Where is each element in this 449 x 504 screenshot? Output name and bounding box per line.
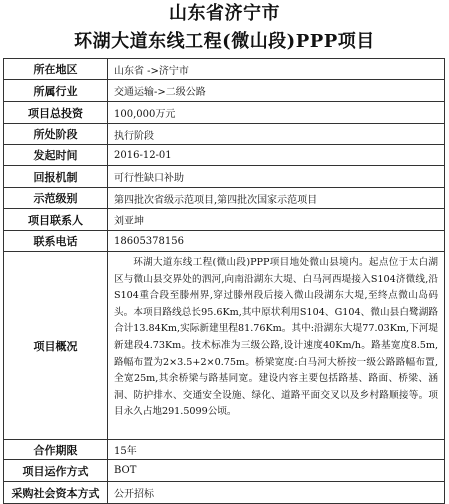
row-value-return-mechanism: 可行性缺口补助 (108, 166, 445, 188)
table-row (4, 145, 445, 166)
row-label: 发起时间 (4, 145, 108, 166)
row-label: 所属行业 (4, 80, 108, 102)
row-label: 项目运作方式 (4, 460, 108, 482)
row-value-term: 15年 (108, 440, 445, 460)
row-value-industry: 交通运输->二级公路 (108, 80, 445, 102)
table-row (4, 59, 445, 80)
row-label: 项目总投资 (4, 102, 108, 124)
table-row (4, 124, 445, 145)
table-row (4, 209, 445, 231)
row-label: 项目概况 (4, 252, 108, 440)
row-label: 所处阶段 (4, 124, 108, 145)
table-row (4, 188, 445, 209)
row-value-procurement: 公开招标 (108, 482, 445, 504)
table-row (4, 166, 445, 188)
row-label: 联系电话 (4, 231, 108, 252)
row-value-contact: 刘亚坤 (108, 209, 445, 231)
table-row (4, 460, 445, 482)
row-value-demo-level: 第四批次省级示范项目,第四批次国家示范项目 (108, 188, 445, 209)
table-row (4, 231, 445, 252)
page-title-project: 环湖大道东线工程(微山段)PPP项目 (74, 31, 375, 52)
row-value-overview: 环湖大道东线工程(微山段)PPP项目地处微山县境内。起点位于太白湖区与微山县交界处的泗河,向南沿湖东大堤、白马河西堤接入S104济微线,沿S104重合段至滕州界,穿过滕州段后接入微山段湖东大堤,至终点微山岛码头。本项目路线总长95.6Km,其中原状利用S104、G104、微山县白鹭湖路合计13.84Km,实际新建里程81.76Km。其中:沿湖东大堤77.03Km,下河堤新建段4.73Km。技术标准为三级公路,设计速度40Km/h。路基宽度8.5m,路幅布置为2×3.5+2×0.75m。桥梁宽度:白马河大桥按一级公路路幅布置,全宽25m,其余桥梁与路基同宽。建设内容主要包括路基、路面、桥梁、涵洞、防护排水、交通安全设施、绿化、道路平面交叉以及乡村路顺接等。项目永久占地291.5099公顷。 (108, 252, 445, 440)
table-row (4, 482, 445, 504)
table-row (4, 102, 445, 124)
row-label: 示范级别 (4, 188, 108, 209)
row-value-investment: 100,000万元 (108, 102, 445, 124)
row-value-stage: 执行阶段 (108, 124, 445, 145)
table-row (4, 80, 445, 102)
row-value-operation-mode: BOT (108, 460, 445, 482)
row-label: 合作期限 (4, 440, 108, 460)
row-value-region: 山东省 ->济宁市 (108, 59, 445, 80)
row-value-start-date: 2016-12-01 (108, 145, 445, 166)
table-row (4, 440, 445, 460)
project-info-table (3, 58, 445, 504)
row-value-phone: 18605378156 (108, 231, 445, 252)
row-label: 采购社会资本方式 (4, 482, 108, 504)
page-title-region: 山东省济宁市 (169, 3, 280, 24)
row-label: 项目联系人 (4, 209, 108, 231)
row-label: 回报机制 (4, 166, 108, 188)
table-row (4, 252, 445, 440)
row-label: 所在地区 (4, 59, 108, 80)
